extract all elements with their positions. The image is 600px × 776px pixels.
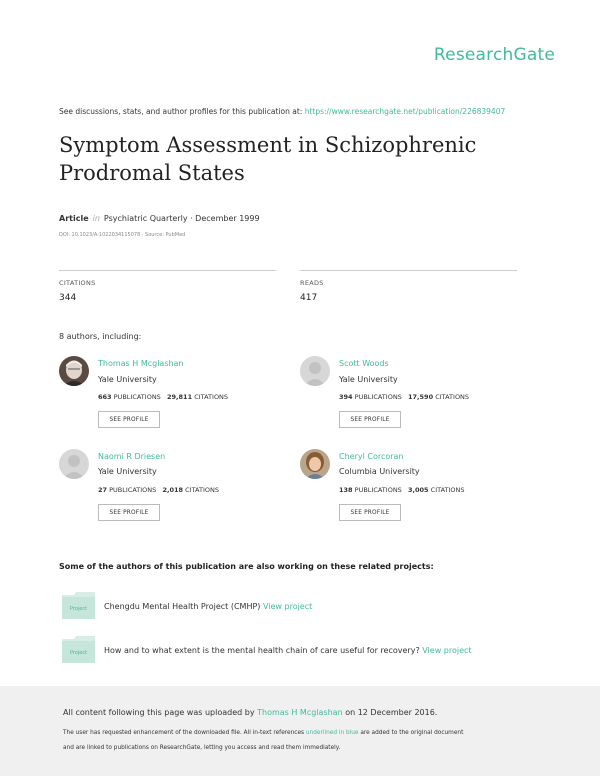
- enhancement-note: [63, 730, 463, 736]
- see-prefix: See discussions, stats, and author profiles for this publication at:: [59, 107, 303, 116]
- doi-line: DOI: 10.1023/A:1022034115078 · Source: PubMed: [59, 232, 186, 238]
- reads-label: READS: [300, 279, 324, 287]
- discussion-link-line: [59, 107, 505, 116]
- project-item: [104, 646, 472, 655]
- upload-line: [63, 708, 437, 717]
- reads-value: 417: [300, 293, 318, 303]
- publications-label: PUBLICATIONS: [113, 393, 161, 401]
- citations-label: CITATIONS: [430, 486, 465, 494]
- researchgate-logo[interactable]: ResearchGate: [433, 45, 555, 65]
- avatar-placeholder-icon[interactable]: [300, 356, 330, 386]
- author-institution: Columbia University: [339, 467, 420, 476]
- note-link: underlined in blue: [305, 730, 359, 736]
- publications-label: PUBLICATIONS: [354, 486, 402, 494]
- publications-label: PUBLICATIONS: [109, 486, 157, 494]
- project-name: How and to what extent is the mental health chain of care useful for recovery?: [104, 646, 420, 655]
- avatar-photo[interactable]: [59, 356, 89, 386]
- enhancement-note-line-2: and are linked to publications on ResearchGate, letting you access and read them immediately.: [63, 745, 341, 751]
- avatar-photo[interactable]: [300, 449, 330, 479]
- publications-count: 663: [98, 393, 112, 401]
- publications-count: 27: [98, 486, 108, 494]
- publication-url[interactable]: https://www.researchgate.net/publication/226839407: [304, 107, 506, 116]
- title-line-1: Symptom Assessment in Schizophrenic: [59, 133, 477, 157]
- citations-label: CITATIONS: [185, 486, 219, 494]
- see-profile-button[interactable]: SEE PROFILE: [98, 411, 160, 428]
- see-profile-button[interactable]: SEE PROFILE: [339, 411, 401, 428]
- publications-count: 394: [339, 393, 353, 401]
- project-name: Chengdu Mental Health Project (CMHP): [104, 602, 261, 611]
- see-profile-button[interactable]: SEE PROFILE: [98, 504, 160, 521]
- author-institution: Yale University: [98, 375, 157, 384]
- citations-count: 29,811: [167, 393, 193, 401]
- author-stats: [98, 486, 219, 494]
- paper-meta: [59, 214, 260, 223]
- upload-suffix: on 12 December 2016.: [345, 708, 438, 717]
- project-item: [104, 602, 312, 611]
- article-type: Article: [59, 214, 89, 223]
- citations-count: 2,018: [162, 486, 184, 494]
- avatar-placeholder-icon[interactable]: [59, 449, 89, 479]
- paper-title: [59, 131, 529, 187]
- note-prefix: The user has requested enhancement of the downloaded file. All in-text references: [63, 730, 305, 736]
- author-institution: Yale University: [339, 375, 398, 384]
- citations-count: 17,590: [408, 393, 434, 401]
- citations-label: CITATIONS: [59, 279, 96, 287]
- publications-count: 138: [339, 486, 353, 494]
- citations-count: 3,005: [408, 486, 429, 494]
- project-icon: [62, 592, 95, 619]
- author-name[interactable]: Scott Woods: [339, 359, 389, 368]
- citations-label: CITATIONS: [435, 393, 470, 401]
- view-project-link[interactable]: View project: [422, 646, 472, 655]
- author-name[interactable]: Cheryl Corcoran: [339, 452, 404, 461]
- view-project-link[interactable]: View project: [262, 602, 313, 611]
- see-profile-button[interactable]: SEE PROFILE: [339, 504, 401, 521]
- author-name[interactable]: Thomas H Mcglashan: [98, 359, 184, 368]
- uploader-link[interactable]: Thomas H Mcglashan: [257, 708, 343, 717]
- author-stats: [339, 393, 469, 401]
- project-icon-label: Project: [69, 606, 88, 612]
- author-name[interactable]: Naomi R Driesen: [98, 452, 166, 461]
- upload-prefix: All content following this page was uploaded by: [63, 708, 255, 717]
- authors-heading: 8 authors, including:: [59, 332, 142, 341]
- publications-label: PUBLICATIONS: [354, 393, 402, 401]
- project-icon: [62, 636, 95, 663]
- journal-date: Psychiatric Quarterly · December 1999: [103, 214, 260, 223]
- author-institution: Yale University: [98, 467, 157, 476]
- in-word: in: [92, 214, 100, 223]
- citations-divider: [59, 270, 276, 271]
- projects-heading: Some of the authors of this publication are also working on these related projects:: [59, 562, 434, 571]
- author-stats: [98, 393, 228, 401]
- citations-value: 344: [59, 293, 77, 303]
- citations-label: CITATIONS: [194, 393, 229, 401]
- title-line-2: Prodromal States: [59, 161, 245, 185]
- reads-divider: [300, 270, 517, 271]
- note-suffix: are added to the original document: [360, 730, 464, 736]
- author-stats: [339, 486, 465, 494]
- project-icon-label: Project: [69, 650, 88, 656]
